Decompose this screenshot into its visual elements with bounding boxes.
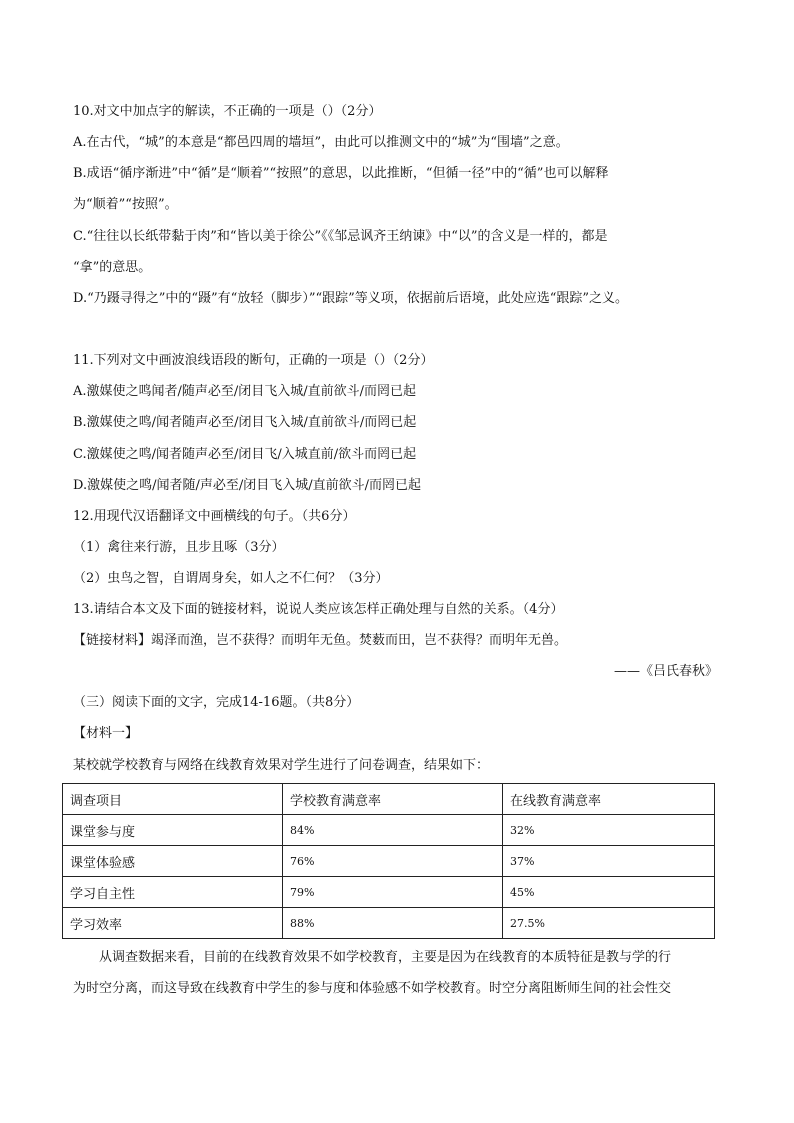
table-cell: 27.5% — [503, 908, 715, 939]
survey-intro: 某校就学校教育与网络在线教育效果对学生进行了问卷调查，结果如下： — [73, 758, 490, 773]
q11-option-a: A.激媒使之鸣闻者/随声必至/闭目飞入城/直前欲斗/而罔已起 — [73, 384, 417, 399]
q12-sentence-2: （2）虫鸟之智，自谓周身矣，如人之不仁何？（3分） — [73, 571, 389, 586]
table-cell: 课堂体验感 — [63, 846, 283, 877]
table-cell: 学习效率 — [63, 908, 283, 939]
q13-link-material: 【链接材料】竭泽而渔，岂不获得？而明年无鱼。焚薮而田，岂不获得？而明年无兽。 — [73, 633, 568, 648]
q11-option-d: D.激媒使之鸣/闻者随/声必至/闭目飞入城/直前欲斗/而罔已起 — [73, 478, 421, 493]
table-header-cell: 学校教育满意率 — [283, 784, 503, 815]
table-header-cell: 调查项目 — [63, 784, 283, 815]
q11-option-c: C.激媒使之鸣/闻者随声必至/闭目飞/入城直前/欲斗而罔已起 — [73, 447, 417, 462]
survey-table — [62, 783, 715, 939]
table-cell: 79% — [283, 877, 503, 908]
table-cell: 37% — [503, 846, 715, 877]
section3-heading: （三）阅读下面的文字，完成14-16题。（共8分） — [73, 695, 360, 710]
q10-option-a: A.在古代，“城”的本意是“都邑四周的墙垣”，由此可以推测文中的“城”为“围墙”之意。 — [73, 135, 569, 150]
table-cell: 学习自主性 — [63, 877, 283, 908]
q10-option-d: D.“乃蹑寻得之”中的“蹑”有“放轻（脚步）”“跟踪”等义项，依据前后语境，此处应选“跟踪”之义。 — [73, 291, 629, 306]
q10-option-c: C.“往往以长纸带黏于肉”和“皆以美于徐公”《《邹忌讽齐王纳谏》中“以”的含义是一样的，都是 — [73, 229, 608, 244]
q10-option-b-cont: 为“顺着”“按照”。 — [73, 197, 178, 212]
table-cell: 76% — [283, 846, 503, 877]
table-row — [63, 846, 715, 877]
table-cell: 84% — [283, 815, 503, 846]
analysis-paragraph-line-2: 为时空分离，而这导致在线教育中学生的参与度和体验感不如学校教育。时空分离阻断师生间的社会性交 — [73, 981, 672, 996]
analysis-paragraph-line-1: 从调查数据来看，目前的在线教育效果不如学校教育，主要是因为在线教育的本质特征是教与学的行 — [99, 950, 672, 965]
q11-stem: 11.下列对文中画波浪线语段的断句，正确的一项是（）（2分） — [73, 353, 434, 368]
table-cell: 45% — [503, 877, 715, 908]
q10-option-c-cont: “拿”的意思。 — [73, 260, 152, 275]
q10-option-b: B.成语“循序渐进”中“循”是“顺着”“按照”的意思，以此推断，“但循一径”中的“循”也可以解释 — [73, 166, 609, 181]
table-row — [63, 908, 715, 939]
table-row — [63, 877, 715, 908]
q13-stem: 13.请结合本文及下面的链接材料，说说人类应该怎样正确处理与自然的关系。（4分） — [73, 602, 564, 617]
table-cell: 88% — [283, 908, 503, 939]
q12-stem: 12.用现代汉语翻译文中画横线的句子。（共6分） — [73, 509, 356, 524]
table-header-cell: 在线教育满意率 — [503, 784, 715, 815]
q12-sentence-1: （1）禽往来行游，且步且啄（3分） — [73, 540, 285, 555]
table-header-row — [63, 784, 715, 815]
q11-option-b: B.激媒使之鸣/闻者随声必至/闭目飞入城/直前欲斗/而罔已起 — [73, 415, 417, 430]
table-cell: 32% — [503, 815, 715, 846]
q13-source: ——《吕氏春秋》 — [613, 664, 718, 679]
material-one-label: 【材料一】 — [73, 726, 139, 741]
table-cell: 课堂参与度 — [63, 815, 283, 846]
q10-stem: 10.对文中加点字的解读，不正确的一项是（）（2分） — [73, 104, 382, 119]
table-row — [63, 815, 715, 846]
